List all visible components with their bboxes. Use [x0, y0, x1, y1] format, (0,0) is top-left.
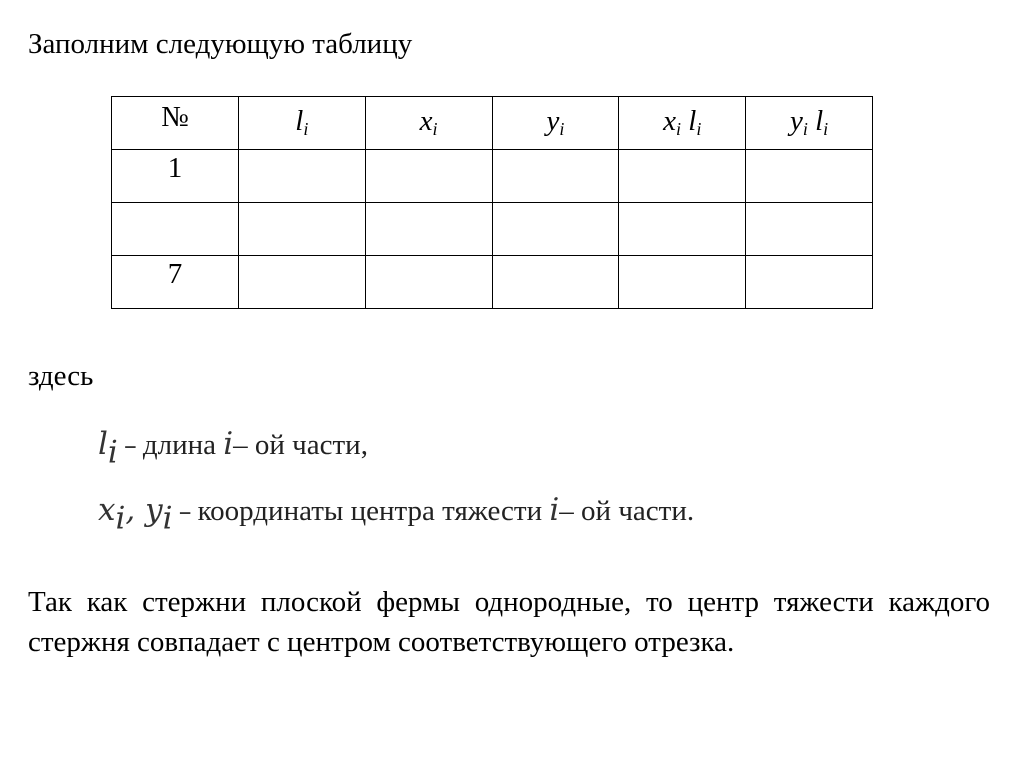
- table-row: [112, 150, 873, 203]
- table-cell: [619, 256, 746, 309]
- header-xl-base2: l: [688, 105, 697, 138]
- table-cell: [746, 256, 873, 309]
- length-index: i: [223, 426, 234, 462]
- center-var2-sub: i: [162, 500, 173, 537]
- length-var: l: [98, 426, 108, 462]
- center-var2: y: [145, 492, 163, 528]
- table-cell: [619, 150, 746, 203]
- data-table: [111, 96, 873, 309]
- header-length-sub: i: [303, 119, 309, 140]
- table-cell: [619, 203, 746, 256]
- table-cell: [365, 203, 492, 256]
- row-number: 1: [112, 150, 239, 203]
- length-text-after: – ой части,: [233, 429, 368, 461]
- table-row: [112, 256, 873, 309]
- header-xl-sub2: i: [696, 119, 702, 140]
- header-yl: [746, 97, 873, 150]
- length-text-before: длина: [142, 429, 216, 461]
- table-cell: [238, 203, 365, 256]
- center-var1: x: [98, 492, 116, 528]
- center-text-before: координаты центра тяжести: [197, 495, 543, 527]
- table-cell: [492, 256, 619, 309]
- header-yl-sub2: i: [823, 119, 829, 140]
- center-dash: –: [178, 497, 192, 527]
- table-cell: [365, 256, 492, 309]
- table-row: [112, 203, 873, 256]
- table-cell: [746, 150, 873, 203]
- header-xl-sub1: i: [676, 119, 681, 140]
- table-cell: [746, 203, 873, 256]
- header-y-sub: i: [559, 119, 565, 140]
- intro-text: Заполним следующую таблицу: [28, 28, 413, 60]
- here-label: здесь: [28, 360, 94, 392]
- center-sep: ,: [125, 492, 146, 528]
- header-x-base: x: [419, 105, 433, 138]
- table-cell: [492, 150, 619, 203]
- header-yl-base2: l: [815, 105, 824, 138]
- center-text-after: – ой части.: [559, 495, 695, 527]
- header-length-base: l: [295, 105, 304, 138]
- header-length: [238, 97, 365, 150]
- center-var1-sub: i: [115, 500, 126, 537]
- header-yl-base1: y: [789, 105, 803, 138]
- table-cell: [492, 203, 619, 256]
- table-cell: [238, 150, 365, 203]
- header-y: [492, 97, 619, 150]
- table-header-row: [112, 97, 873, 150]
- table-cell: [238, 256, 365, 309]
- center-index: i: [549, 492, 560, 528]
- table-cell: [365, 150, 492, 203]
- length-var-sub: i: [107, 434, 118, 471]
- definition-center: [98, 490, 694, 539]
- row-number: [112, 203, 239, 256]
- header-y-base: y: [546, 105, 560, 138]
- header-xl: [619, 97, 746, 150]
- definition-length: [98, 424, 368, 473]
- length-dash: –: [123, 431, 137, 461]
- row-number: 7: [112, 256, 239, 309]
- explanation-paragraph: Так как стержни плоской фермы однородные, то центр тяжести каждого стержня совпадает с центром соответствующего отрезка.: [28, 586, 990, 658]
- header-number: №: [112, 97, 239, 150]
- header-x: [365, 97, 492, 150]
- header-xl-base1: x: [663, 105, 676, 138]
- header-yl-sub1: i: [802, 119, 808, 140]
- header-x-sub: i: [432, 119, 438, 140]
